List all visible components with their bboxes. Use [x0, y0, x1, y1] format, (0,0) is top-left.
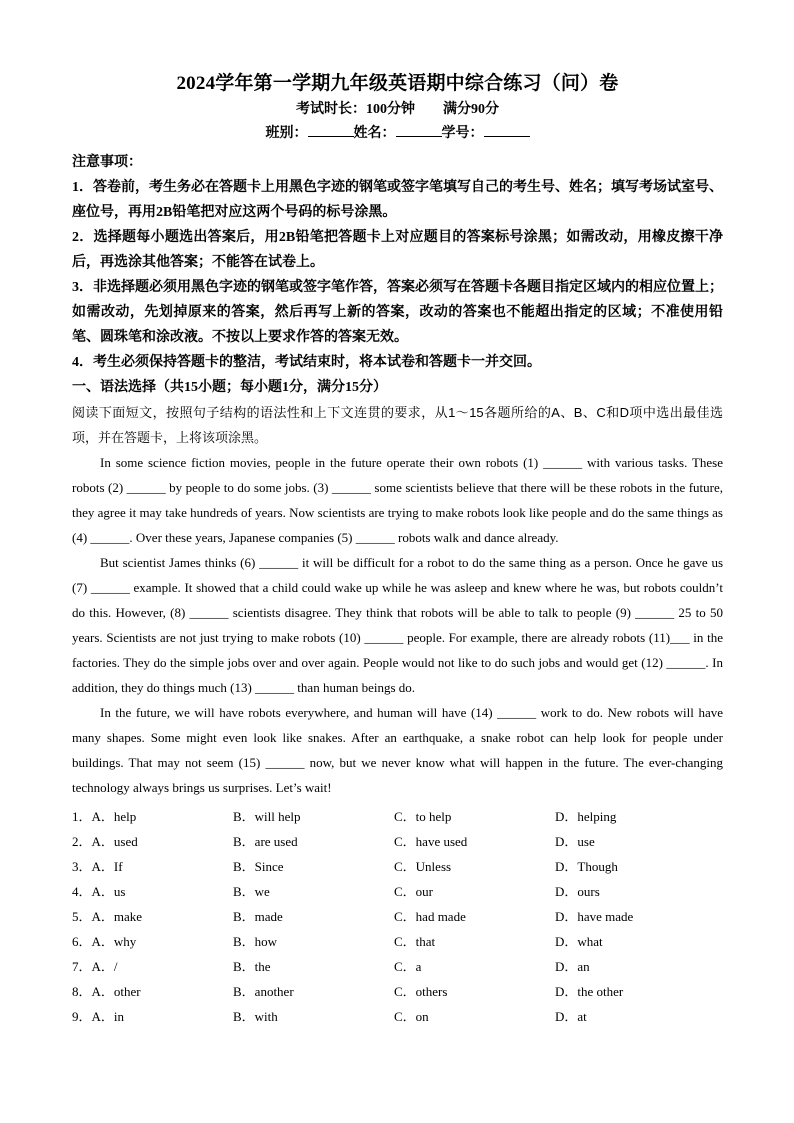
page-title: 2024学年第一学期九年级英语期中综合练习（问）卷 — [176, 73, 619, 94]
option-a — [72, 1004, 233, 1029]
question-row — [72, 829, 723, 854]
number-label: 学号： — [441, 126, 484, 141]
option-c — [394, 904, 555, 929]
passage-paragraph: But scientist James thinks (6) ______ it will be difficult for a robot to do the same thing as a person. Once he gave us (7) ______ example. It showed that a child could wake up while he was asleep and knew where he was, but robots couldn’t do this. However, (8) ______ scientists disagree. They think that robots will be able to talk to people (9) ______ 25 to 50 years. Scientists are not just trying to make robots (10) ______ people. For example, there are already robots (11)___ in the factories. They do the simple jobs over and over again. People would not like to do such jobs and would get (12) ______. In addition, they do things much (13) ______ than human beings do. — [72, 555, 723, 695]
question-number: 8． — [72, 984, 92, 999]
option-a — [72, 979, 233, 1004]
option-b — [233, 879, 394, 904]
option-c — [394, 1004, 555, 1029]
option-c — [394, 929, 555, 954]
option-d — [555, 829, 716, 854]
question-row — [72, 879, 723, 904]
option-text: C．Unless — [394, 859, 452, 874]
option-b — [233, 854, 394, 879]
name-label: 姓名： — [353, 126, 396, 141]
option-text: C．had made — [394, 909, 466, 924]
option-text: D．helping — [555, 809, 617, 824]
option-c — [394, 829, 555, 854]
note-item: 2．选择题每小题选出答案后，用2B铅笔把答题卡上对应题目的答案标号涂黑；如需改动，用橡皮擦干净后，再选涂其他答案；不能答在试卷上。 — [72, 230, 723, 270]
option-b — [233, 1004, 394, 1029]
option-text: A．us — [91, 884, 126, 899]
option-text: A．If — [91, 859, 123, 874]
student-fields — [72, 122, 723, 146]
question-row — [72, 1004, 723, 1029]
note-item: 1．答卷前，考生务必在答题卡上用黑色字迹的钢笔或签字笔填写自己的考生号、姓名；填写考场试室号、座位号，再用2B铅笔把对应这两个号码的标号涂黑。 — [72, 180, 723, 220]
option-text: D．have made — [555, 909, 634, 924]
option-text: B．are used — [233, 834, 298, 849]
option-text: B．made — [233, 909, 283, 924]
option-text: D．use — [555, 834, 595, 849]
option-c — [394, 954, 555, 979]
option-d — [555, 904, 716, 929]
option-text: A．/ — [91, 959, 118, 974]
option-text: B．another — [233, 984, 294, 999]
exam-score: 满分90分 — [443, 102, 499, 117]
option-text: A．why — [91, 934, 137, 949]
option-text: A．used — [91, 834, 138, 849]
question-number: 6． — [72, 934, 92, 949]
option-d — [555, 879, 716, 904]
exam-duration: 考试时长：100分钟 — [296, 102, 415, 117]
question-row — [72, 954, 723, 979]
question-row — [72, 854, 723, 879]
option-text: C．others — [394, 984, 448, 999]
option-c — [394, 879, 555, 904]
option-b — [233, 979, 394, 1004]
option-text: D．the other — [555, 984, 624, 999]
option-c — [394, 979, 555, 1004]
number-blank — [484, 122, 530, 137]
option-a — [72, 954, 233, 979]
option-text: D．what — [555, 934, 603, 949]
option-a — [72, 879, 233, 904]
option-b — [233, 829, 394, 854]
option-a — [72, 829, 233, 854]
section-heading: 一、语法选择（共15小题；每小题1分，满分15分） — [72, 380, 387, 395]
option-a — [72, 929, 233, 954]
question-options — [72, 804, 723, 1029]
question-row — [72, 979, 723, 1004]
option-b — [233, 904, 394, 929]
question-number: 5． — [72, 909, 92, 924]
option-d — [555, 804, 716, 829]
option-b — [233, 804, 394, 829]
option-d — [555, 979, 716, 1004]
option-a — [72, 804, 233, 829]
option-text: B．Since — [233, 859, 284, 874]
question-row — [72, 804, 723, 829]
passage-paragraph: In some science fiction movies, people in the future operate their own robots (1) ______ with various tasks. These robots (2) ______ by people to do some jobs. (3) ______ some scientists believe that there will be these robots in the future, they agree it may take hundreds of years. Now scientists are trying to make robots look like people and do the same things as (4) ______. Over these years, Japanese companies (5) ______ robots walk and dance already. — [72, 455, 723, 545]
class-label: 班别： — [265, 126, 308, 141]
section-instruction: 阅读下面短文，按照句子结构的语法性和上下文连贯的要求，从1～15各题所给的A、B、C和D项中选出最佳选项，并在答题卡，上将该项涂黑。 — [72, 405, 723, 445]
option-text: B．we — [233, 884, 270, 899]
option-text: C．to help — [394, 809, 452, 824]
option-d — [555, 1004, 716, 1029]
option-text: D．an — [555, 959, 590, 974]
question-row — [72, 904, 723, 929]
option-text: A．make — [91, 909, 143, 924]
note-item: 4．考生必须保持答题卡的整洁，考试结束时，将本试卷和答题卡一并交回。 — [72, 355, 541, 370]
question-number: 4． — [72, 884, 92, 899]
option-text: A．in — [91, 1009, 125, 1024]
passage-paragraph: In the future, we will have robots everywhere, and human will have (14) ______ work to do. New robots will have many shapes. Some might even look like snakes. After an earthquake, a snake robot can help look for people under buildings. That may not seem (15) ______ now, but we never know what will happen in the future. The ever-changing technology always brings us surprises. Let’s wait! — [72, 705, 723, 795]
option-b — [233, 954, 394, 979]
option-text: C．a — [394, 959, 422, 974]
option-c — [394, 804, 555, 829]
option-text: D．ours — [555, 884, 600, 899]
option-text: C．that — [394, 934, 436, 949]
option-text: C．our — [394, 884, 434, 899]
option-d — [555, 954, 716, 979]
question-number: 2． — [72, 834, 92, 849]
question-row — [72, 929, 723, 954]
option-text: D．at — [555, 1009, 587, 1024]
question-number: 9． — [72, 1009, 92, 1024]
option-d — [555, 854, 716, 879]
option-text: B．with — [233, 1009, 278, 1024]
notes-heading: 注意事项： — [72, 155, 142, 170]
option-text: B．the — [233, 959, 271, 974]
exam-info — [72, 98, 723, 122]
option-a — [72, 904, 233, 929]
option-text: D．Though — [555, 859, 618, 874]
option-text: B．how — [233, 934, 278, 949]
class-blank — [308, 122, 354, 137]
option-text: C．on — [394, 1009, 429, 1024]
name-blank — [396, 122, 442, 137]
option-text: B．will help — [233, 809, 301, 824]
option-text: A．help — [91, 809, 137, 824]
option-a — [72, 854, 233, 879]
note-item: 3．非选择题必须用黑色字迹的钢笔或签字笔作答，答案必须写在答题卡各题目指定区域内的相应位置上；如需改动，先划掉原来的答案，然后再写上新的答案，改动的答案也不能超出指定的区域；不准使用铅笔、圆珠笔和涂改液。不按以上要求作答的答案无效。 — [72, 280, 723, 345]
option-text: A．other — [91, 984, 141, 999]
option-c — [394, 854, 555, 879]
reading-passage — [72, 450, 723, 800]
option-text: C．have used — [394, 834, 468, 849]
question-number: 7． — [72, 959, 92, 974]
option-b — [233, 929, 394, 954]
question-number: 3． — [72, 859, 92, 874]
option-d — [555, 929, 716, 954]
question-number: 1． — [72, 809, 92, 824]
